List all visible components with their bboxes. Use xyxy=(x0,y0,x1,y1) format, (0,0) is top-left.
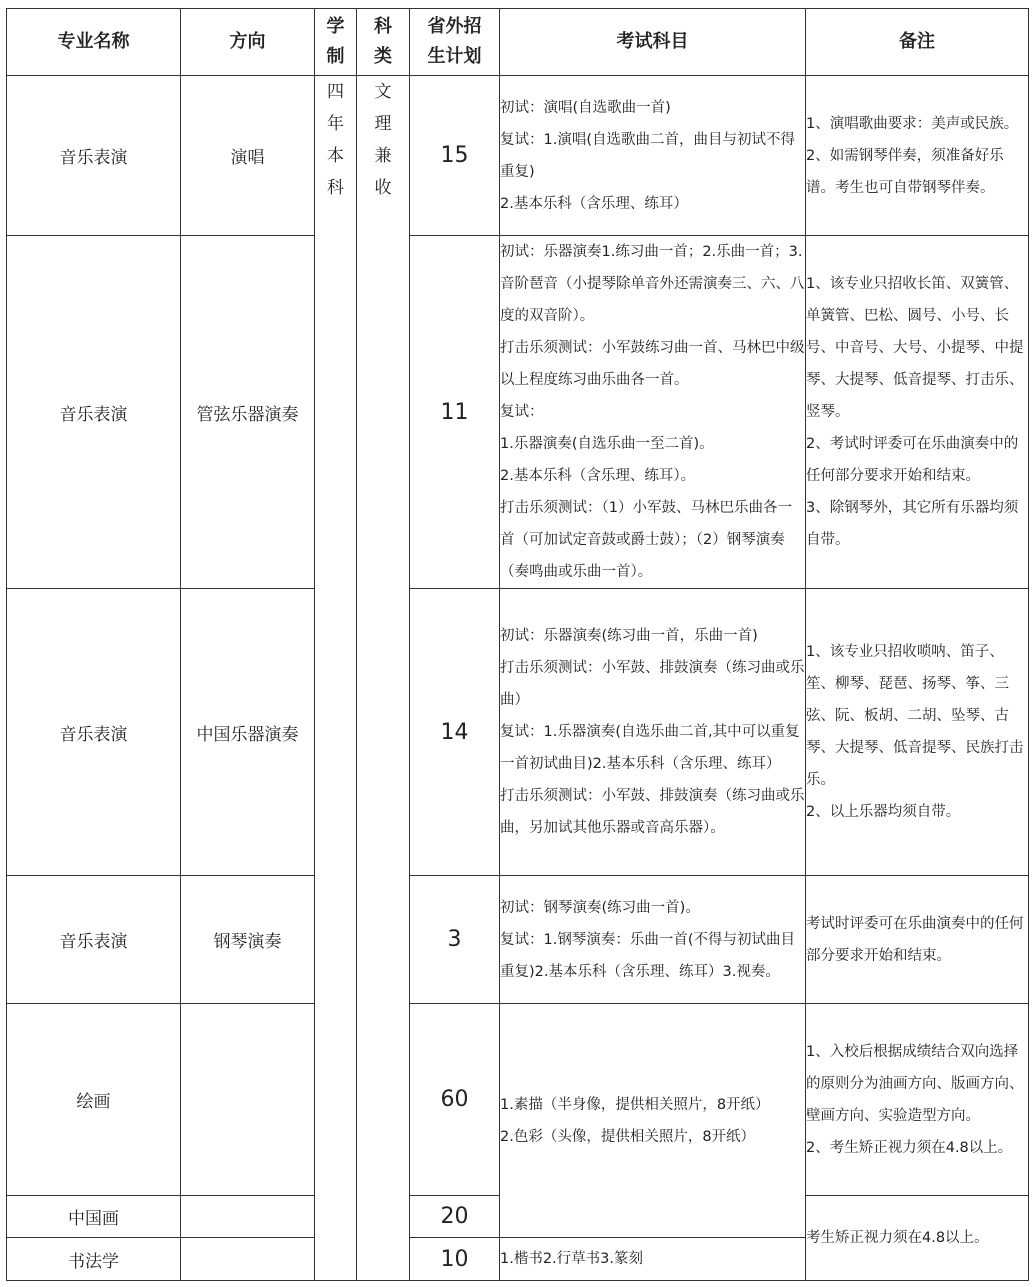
table-row xyxy=(7,76,1029,236)
major-cell: 音乐表演 xyxy=(7,589,181,876)
exam-cell: 1.楷书2.行草书3.篆刻 xyxy=(500,1238,806,1281)
remarks-cell: 1、该专业只招收长笛、双簧管、单簧管、巴松、圆号、小号、长号、中音号、大号、小提琴、中提琴、大提琴、低音提琴、打击乐、竖琴。 2、考试时评委可在乐曲演奏中的任何部分要求开始和结束。 3、除钢琴外，其它所有乐器均须自带。 xyxy=(806,236,1029,589)
major-cell: 音乐表演 xyxy=(7,236,181,589)
plan-cell: 15 xyxy=(410,76,500,236)
major-cell: 音乐表演 xyxy=(7,876,181,1004)
plan-cell: 11 xyxy=(410,236,500,589)
direction-cell: 演唱 xyxy=(181,76,315,236)
exam-cell: 初试：乐器演奏1.练习曲一首；2.乐曲一首；3.音阶琶音（小提琴除单音外还需演奏三、六、八度的双音阶）。 打击乐须测试：小军鼓练习曲一首、马林巴中级以上程度练习曲乐曲各一首。 复试： 1.乐器演奏(自选乐曲一至二首)。 2.基本乐科（含乐理、练耳）。 打击乐须测试：（1）小军鼓、马林巴乐曲各一首（可加试定音鼓或爵士鼓）；（2）钢琴演奏（奏鸣曲或乐曲一首）。 xyxy=(500,236,806,589)
header-direction: 方向 xyxy=(181,9,315,76)
major-cell: 绘画 xyxy=(7,1004,181,1196)
direction-cell xyxy=(181,1238,315,1281)
plan-cell: 20 xyxy=(410,1196,500,1238)
direction-cell xyxy=(181,1004,315,1196)
remarks-cell: 1、该专业只招收唢呐、笛子、笙、柳琴、琵琶、扬琴、筝、三弦、阮、板胡、二胡、坠琴、古琴、大提琴、低音提琴、民族打击乐。 2、以上乐器均须自带。 xyxy=(806,589,1029,876)
plan-cell: 3 xyxy=(410,876,500,1004)
remarks-cell: 考试时评委可在乐曲演奏中的任何部分要求开始和结束。 xyxy=(806,876,1029,1004)
table-row xyxy=(7,876,1029,1004)
plan-cell: 14 xyxy=(410,589,500,876)
major-cell: 书法学 xyxy=(7,1238,181,1281)
plan-cell: 10 xyxy=(410,1238,500,1281)
plan-cell: 60 xyxy=(410,1004,500,1196)
remarks-cell: 考生矫正视力须在4.8以上。 xyxy=(806,1196,1029,1281)
header-years: 学 制 xyxy=(315,9,357,76)
exam-cell: 1.素描（半身像，提供相关照片，8开纸） 2.色彩（头像，提供相关照片，8开纸） xyxy=(500,1004,806,1238)
major-cell: 中国画 xyxy=(7,1196,181,1238)
exam-cell: 初试：钢琴演奏(练习曲一首)。 复试：1.钢琴演奏：乐曲一首(不得与初试曲目重复)2.基本乐科（含乐理、练耳）3.视奏。 xyxy=(500,876,806,1004)
header-remarks: 备注 xyxy=(806,9,1029,76)
exam-cell: 初试：演唱(自选歌曲一首) 复试：1.演唱(自选歌曲二首，曲目与初试不得重复) 2.基本乐科（含乐理、练耳） xyxy=(500,76,806,236)
header-exam: 考试科目 xyxy=(500,9,806,76)
direction-cell xyxy=(181,1196,315,1238)
major-cell: 音乐表演 xyxy=(7,76,181,236)
header-plan: 省外招 生计划 xyxy=(410,9,500,76)
direction-cell: 钢琴演奏 xyxy=(181,876,315,1004)
header-row xyxy=(7,9,1029,76)
header-major: 专业名称 xyxy=(7,9,181,76)
table-row xyxy=(7,589,1029,876)
category-cell: 文 理 兼 收 xyxy=(357,76,410,1281)
remarks-cell: 1、演唱歌曲要求：美声或民族。 2、如需钢琴伴奏，须准备好乐谱。考生也可自带钢琴伴奏。 xyxy=(806,76,1029,236)
remarks-cell: 1、入校后根据成绩结合双向选择的原则分为油画方向、版画方向、壁画方向、实验造型方向。 2、考生矫正视力须在4.8以上。 xyxy=(806,1004,1029,1196)
direction-cell: 管弦乐器演奏 xyxy=(181,236,315,589)
years-cell: 四 年 本 科 xyxy=(315,76,357,1281)
exam-cell: 初试：乐器演奏(练习曲一首，乐曲一首) 打击乐须测试：小军鼓、排鼓演奏（练习曲或乐曲） 复试：1.乐器演奏(自选乐曲二首,其中可以重复一首初试曲目)2.基本乐科（含乐理、练耳） 打击乐须测试：小军鼓、排鼓演奏（练习曲或乐曲，另加试其他乐器或音高乐器）。 xyxy=(500,589,806,876)
table-row xyxy=(7,236,1029,589)
header-category: 科 类 xyxy=(357,9,410,76)
table-row xyxy=(7,1004,1029,1196)
admission-table xyxy=(6,8,1029,1281)
direction-cell: 中国乐器演奏 xyxy=(181,589,315,876)
